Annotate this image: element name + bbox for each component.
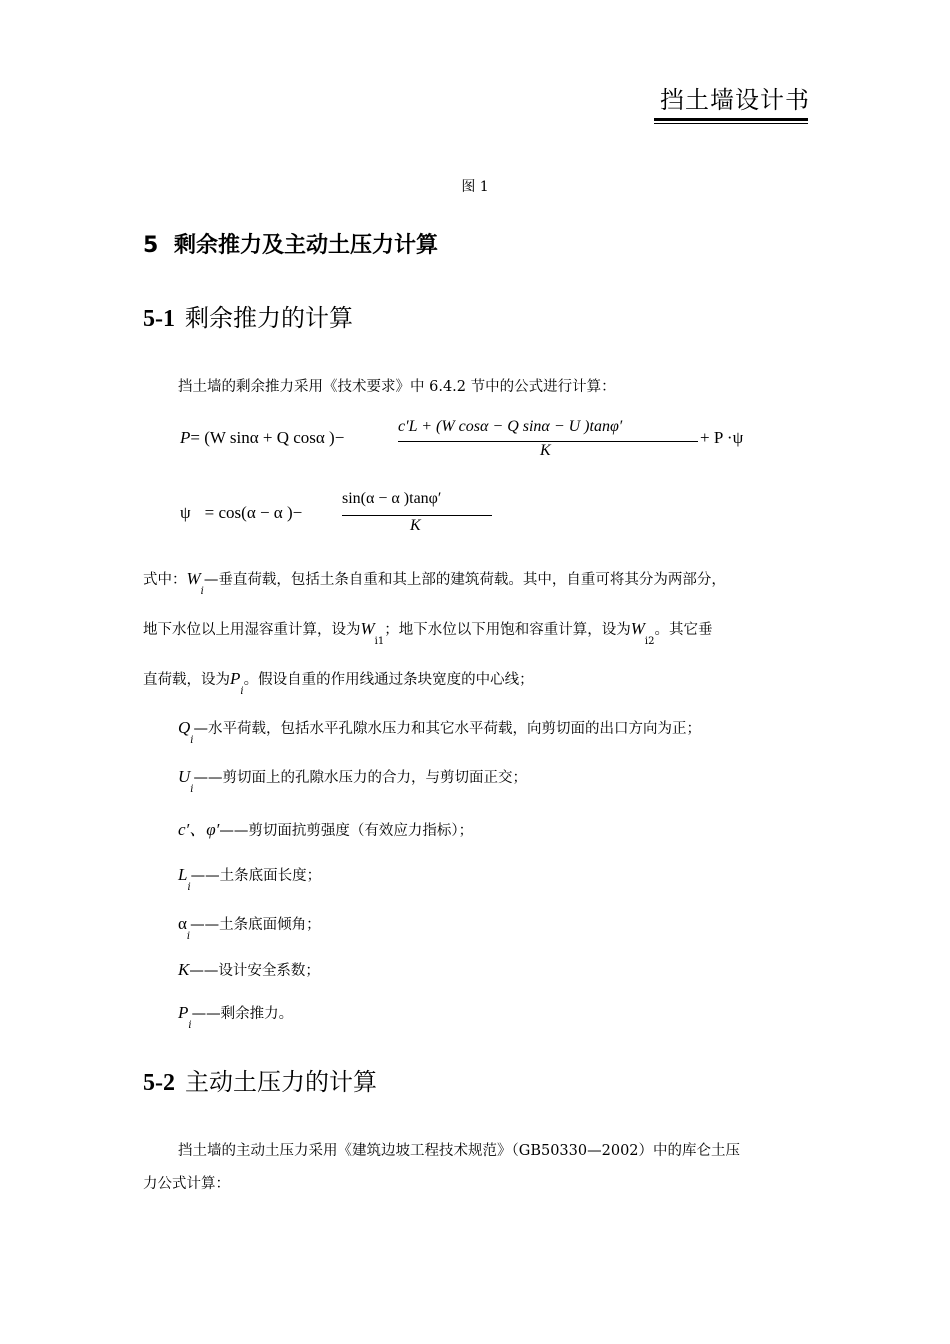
subsection-number: 5-1 <box>143 306 175 332</box>
definition-w-text: —垂直荷载，包括土条自重和其上部的建筑荷载。其中，自重可将其分为两部分， <box>203 572 726 588</box>
var-wi1: W <box>360 619 375 638</box>
definition-c-phi <box>178 815 473 840</box>
definition-c-text: ——剪切面抗剪强度（有效应力指标）； <box>219 823 474 839</box>
sub-i: i <box>190 784 194 795</box>
sub-i: i <box>187 882 191 893</box>
definition-text-c: 。其它垂 <box>654 622 713 638</box>
definition-text: 。假设自重的作用线通过条块宽度的中心线； <box>243 672 534 688</box>
definition-prefix: 式中： <box>143 572 187 588</box>
sub-i1: i1 <box>374 636 385 647</box>
definition-u <box>178 766 527 795</box>
formula1-tail: + P ·ψ <box>700 428 744 447</box>
subsection-title: 主动土压力的计算 <box>185 1068 377 1096</box>
formula-residual-thrust <box>180 428 344 448</box>
subsection-heading-5-2 <box>143 1062 377 1097</box>
var-u: U <box>178 767 191 786</box>
formula2-numerator: sin(α − α )tanφ′ <box>342 490 442 507</box>
closing-paragraph-line2: 力公式计算： <box>143 1176 230 1192</box>
definition-w <box>143 568 726 597</box>
definition-p-text: ——剩余推力。 <box>191 1006 294 1022</box>
subsection-title: 剩余推力的计算 <box>185 304 353 332</box>
formula2-fraction-bar <box>342 515 492 516</box>
section-title: 剩余推力及主动土压力计算 <box>173 233 438 258</box>
document-header-title: 挡土墙设计书 <box>660 86 810 114</box>
definition-q <box>178 717 701 746</box>
definition-alpha-text: ——土条底面倾角； <box>190 917 321 933</box>
var-c-phi: c′、φ′ <box>178 820 220 839</box>
formula1-denominator: K <box>540 442 551 459</box>
var-w: W <box>186 569 201 588</box>
var-pi: P <box>230 669 241 688</box>
definition-k-text: ——设计安全系数； <box>189 963 320 979</box>
var-wi2: W <box>630 619 645 638</box>
definition-l-text: ——土条底面长度； <box>190 868 322 884</box>
header-rule-thin <box>654 123 808 124</box>
formula1-term1: (W sinα + Q cosα )− <box>204 428 345 447</box>
formula2-eq: = cos(α − α )− <box>204 503 303 522</box>
var-l: L <box>178 865 188 884</box>
sub-i: i <box>188 1020 192 1031</box>
definition-alpha <box>178 913 321 942</box>
figure-caption: 图 1 <box>461 179 489 195</box>
definition-text-b: ；地下水位以下用饱和容重计算，设为 <box>384 622 631 638</box>
formula1-eq: = <box>190 428 205 447</box>
subsection-number: 5-2 <box>143 1070 175 1096</box>
formula2-lhs: ψ <box>180 503 191 522</box>
definition-k <box>178 959 320 980</box>
definition-text-a: 地下水位以上用湿容重计算，设为 <box>143 622 361 638</box>
formula2-denominator: K <box>410 517 421 534</box>
definition-l <box>178 864 322 893</box>
definition-p-vertical <box>143 668 534 697</box>
sub-i2: i2 <box>644 636 655 647</box>
intro-paragraph: 挡土墙的剩余推力采用《技术要求》中 6.4.2 节中的公式进行计算： <box>178 379 616 395</box>
definition-w-split <box>143 618 713 647</box>
definition-p <box>178 1002 294 1031</box>
formula-psi <box>180 503 302 523</box>
header-rule-thick <box>654 118 808 121</box>
var-q: Q <box>178 718 191 737</box>
definition-q-text: —水平荷载，包括水平孔隙水压力和其它水平荷载，向剪切面的出口方向为正； <box>193 721 701 737</box>
sub-i: i <box>190 735 194 746</box>
section-heading <box>143 228 438 259</box>
section-number: 5 <box>143 233 159 258</box>
definition-u-text: ——剪切面上的孔隙水压力的合力，与剪切面正交； <box>193 770 527 786</box>
sub-i: i <box>200 586 204 597</box>
var-alpha: α <box>178 914 187 933</box>
subsection-heading-5-1 <box>143 298 353 333</box>
formula1-numerator: c′L + (W cosα − Q sinα − U )tanφ′ <box>398 418 623 435</box>
var-p: P <box>178 1003 189 1022</box>
formula1-lhs: P <box>180 428 191 447</box>
closing-paragraph-line1: 挡土墙的主动土压力采用《建筑边坡工程技术规范》（GB50330—2002）中的库仑土压 <box>178 1143 741 1159</box>
sub-i: i <box>240 686 244 697</box>
sub-i: i <box>186 931 191 942</box>
definition-text: 直荷载，设为 <box>143 672 230 688</box>
var-k: K <box>178 960 190 979</box>
